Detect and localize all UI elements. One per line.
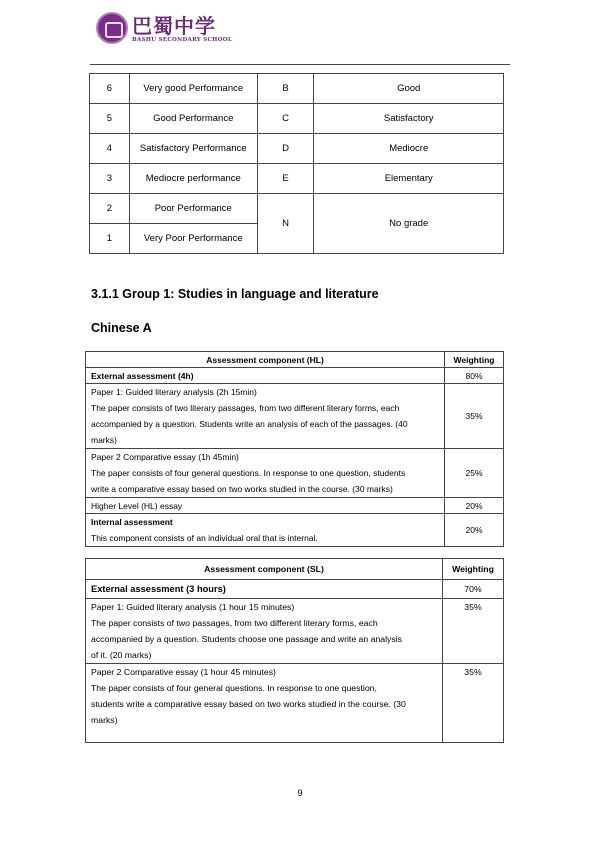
school-emblem-icon	[96, 12, 128, 44]
text-line: students write a comparative essay based on two works studied in the course. (30	[91, 699, 406, 709]
grade-description: Very good Performance	[129, 74, 257, 104]
table-row	[86, 664, 504, 743]
hl-essay-label: Higher Level (HL) essay	[86, 498, 445, 514]
weighting-value: 20%	[445, 514, 504, 547]
sl-assessment-table	[85, 558, 504, 743]
table-row	[86, 449, 504, 498]
grade-number: 3	[90, 164, 130, 194]
logo-english-name: BASHU SECONDARY SCHOOL	[132, 37, 233, 43]
grade-number: 2	[90, 194, 130, 224]
grade-number: 6	[90, 74, 130, 104]
weighting-value: 80%	[445, 368, 504, 384]
weighting-value: 35%	[443, 664, 504, 743]
grade-table	[89, 73, 504, 254]
column-header-component: Assessment component (HL)	[86, 352, 445, 368]
text-line: The paper consists of four general questions. In response to one question,	[91, 683, 377, 693]
column-header-weighting: Weighting	[445, 352, 504, 368]
paper2-description	[86, 664, 443, 743]
table-row	[86, 368, 504, 384]
weighting-value: 35%	[443, 599, 504, 664]
text-line: accompanied by a question. Students choose one passage and write an analysis	[91, 634, 403, 644]
text-line: marks)	[91, 715, 118, 725]
hl-assessment-table	[85, 351, 504, 547]
letter-grade: B	[257, 74, 314, 104]
table-row	[86, 384, 504, 449]
table-row	[86, 514, 504, 547]
text-line: Paper 1: Guided literary analysis (1 hour 15 minutes)	[91, 602, 295, 612]
grade-description: Very Poor Performance	[129, 224, 257, 254]
weighting-value: 35%	[445, 384, 504, 449]
logo-chinese-name: 巴蜀中学	[132, 14, 216, 38]
letter-grade: D	[257, 134, 314, 164]
paper2-description	[86, 449, 445, 498]
text-line: Paper 2 Comparative essay (1 hour 45 minutes)	[91, 667, 276, 677]
section-heading: 3.1.1 Group 1: Studies in language and literature	[91, 287, 379, 301]
table-row	[90, 104, 504, 134]
text-line: Paper 1: Guided literary analysis (2h 15min)	[91, 387, 257, 397]
letter-description: No grade	[314, 194, 504, 254]
letter-grade: E	[257, 164, 314, 194]
grade-number: 5	[90, 104, 130, 134]
grade-number: 4	[90, 134, 130, 164]
column-header-weighting: Weighting	[443, 559, 504, 580]
text-line: The paper consists of two passages, from two different literary forms, each	[91, 618, 378, 628]
letter-description: Mediocre	[314, 134, 504, 164]
table-header-row	[86, 559, 504, 580]
weighting-value: 25%	[445, 449, 504, 498]
grade-description: Poor Performance	[129, 194, 257, 224]
table-row	[90, 74, 504, 104]
table-row	[90, 164, 504, 194]
table-row	[86, 498, 504, 514]
paper1-description	[86, 599, 443, 664]
subject-heading: Chinese A	[91, 321, 152, 335]
letter-grade: N	[257, 194, 314, 254]
letter-description: Good	[314, 74, 504, 104]
table-row	[90, 194, 504, 224]
letter-description: Satisfactory	[314, 104, 504, 134]
text-line: accompanied by a question. Students write an analysis of each of the passages. (40	[91, 419, 408, 429]
text-line: marks)	[91, 435, 117, 445]
table-row	[86, 580, 504, 599]
text-line: This component consists of an individual oral that is internal.	[91, 533, 318, 543]
table-row	[86, 599, 504, 664]
text-line: The paper consists of two literary passages, from two different literary forms, each	[91, 403, 400, 413]
text-line: of it. (20 marks)	[91, 650, 152, 660]
column-header-component: Assessment component (SL)	[86, 559, 443, 580]
weighting-value: 20%	[445, 498, 504, 514]
text-line: The paper consists of four general questions. In response to one question, students	[91, 468, 406, 478]
page-number: 9	[297, 788, 303, 798]
school-logo	[96, 10, 233, 46]
external-assessment-label: External assessment (4h)	[86, 368, 445, 384]
paper1-description	[86, 384, 445, 449]
grade-number: 1	[90, 224, 130, 254]
external-assessment-label: External assessment (3 hours)	[86, 580, 443, 599]
table-row	[90, 134, 504, 164]
grade-description: Good Performance	[129, 104, 257, 134]
grade-description: Satisfactory Performance	[129, 134, 257, 164]
header-divider	[90, 64, 510, 65]
internal-assessment-description	[86, 514, 445, 547]
grade-description: Mediocre performance	[129, 164, 257, 194]
letter-description: Elementary	[314, 164, 504, 194]
table-header-row	[86, 352, 504, 368]
text-line: write a comparative essay based on two works studied in the course. (30 marks)	[91, 484, 393, 494]
letter-grade: C	[257, 104, 314, 134]
text-line: Paper 2 Comparative essay (1h 45min)	[91, 452, 239, 462]
internal-assessment-label: Internal assessment	[91, 517, 173, 527]
weighting-value: 70%	[443, 580, 504, 599]
